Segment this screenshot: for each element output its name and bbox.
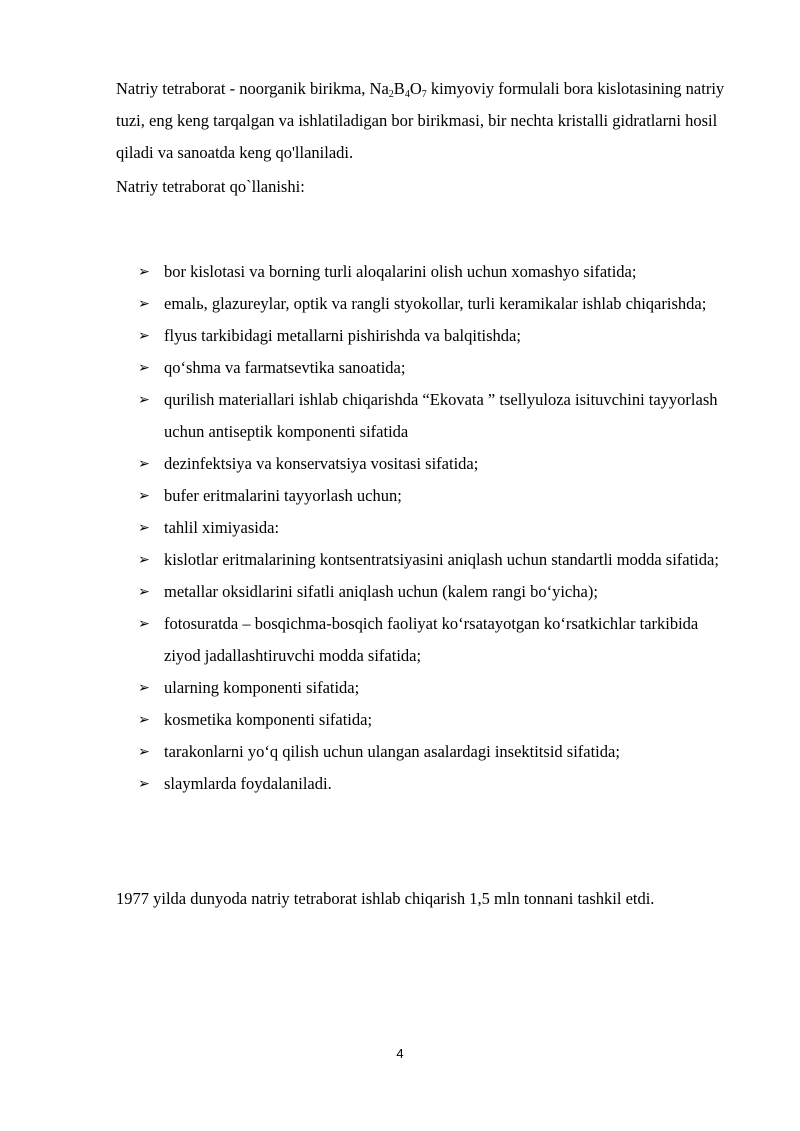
arrow-bullet-icon: ➢ [138, 712, 150, 728]
list-item [138, 768, 738, 800]
arrow-bullet-icon: ➢ [138, 552, 150, 568]
list-item [138, 480, 738, 512]
list-item-text: ularning komponenti sifatida; [164, 678, 360, 697]
formula-na-subscript: 2 [388, 89, 394, 100]
arrow-bullet-icon: ➢ [138, 488, 150, 504]
list-item [138, 352, 738, 384]
arrow-bullet-icon: ➢ [138, 328, 150, 344]
list-item-text: kislotlar eritmalarining kontsentratsiyasini aniqlash uchun standartli modda sifatida; [164, 550, 719, 569]
arrow-bullet-icon: ➢ [138, 520, 150, 536]
arrow-bullet-icon: ➢ [138, 776, 150, 792]
uses-list [138, 256, 738, 800]
list-item [138, 736, 738, 768]
list-item-text: fotosuratda – bosqichma-bosqich faoliyat ko‘rsatayotgan ko‘rsatkichlar tarkibida ziyod jadallashtiruvchi modda sifatida; [164, 614, 699, 665]
list-item-text: flyus tarkibidagi metallarni pishirishda va balqitishda; [164, 326, 521, 345]
list-item [138, 512, 738, 544]
formula-b: B [393, 79, 405, 98]
arrow-bullet-icon: ➢ [138, 680, 150, 696]
list-item-text: qurilish materiallari ishlab chiqarishda “Ekovata ” tsellyuloza isituvchini tayyorlash uchun antiseptik komponenti sifatida [164, 390, 718, 441]
list-item-text: metallar oksidlarini sifatli aniqlash uchun (kalem rangi bo‘yicha); [164, 582, 598, 601]
list-item-text: tarakonlarni yo‘q qilish uchun ulangan asalardagi insektitsid sifatida; [164, 742, 620, 761]
formula-o: O [409, 79, 422, 98]
intro-text-after: kimyoviy formulali bora kislotasining natriy tuzi, eng keng tarqalgan va ishlatiladigan bor birikmasi, bir nechta kristalli gidratlarni hosil qiladi va sanoatda keng qo'llaniladi. [116, 79, 725, 162]
uses-heading: Natriy tetraborat qo`llanishi: [116, 177, 305, 196]
page-number: 4 [396, 1046, 404, 1061]
list-item-text: emalь, glazureylar, optik va rangli styokollar, turli keramikalar ishlab chiqarishda; [164, 294, 707, 313]
list-item-text: kosmetika komponenti sifatida; [164, 710, 373, 729]
closing-paragraph: 1977 yilda dunyoda natriy tetraborat ishlab chiqarish 1,5 mln tonnani tashkil etdi. [116, 889, 655, 908]
list-item [138, 704, 738, 736]
list-item [138, 608, 738, 672]
intro-paragraph [116, 73, 736, 169]
list-item-text: bor kislotasi va borning turli aloqalarini olish uchun xomashyo sifatida; [164, 262, 637, 281]
formula-na: Na [369, 79, 389, 98]
intro-text-before: Natriy tetraborat - noorganik birikma, [116, 79, 370, 98]
arrow-bullet-icon: ➢ [138, 360, 150, 376]
list-item [138, 320, 738, 352]
list-item [138, 288, 738, 320]
list-item [138, 576, 738, 608]
list-item-text: qo‘shma va farmatsevtika sanoatida; [164, 358, 406, 377]
arrow-bullet-icon: ➢ [138, 456, 150, 472]
arrow-bullet-icon: ➢ [138, 744, 150, 760]
list-item-text: bufer eritmalarini tayyorlash uchun; [164, 486, 402, 505]
arrow-bullet-icon: ➢ [138, 616, 150, 632]
list-item [138, 544, 738, 576]
list-item [138, 256, 738, 288]
arrow-bullet-icon: ➢ [138, 584, 150, 600]
formula-o-subscript: 7 [421, 89, 427, 100]
list-item-text: tahlil ximiyasida: [164, 518, 280, 537]
arrow-bullet-icon: ➢ [138, 296, 150, 312]
formula-b-subscript: 4 [404, 89, 410, 100]
list-item-text: slaymlarda foydalaniladi. [164, 774, 332, 793]
list-item [138, 448, 738, 480]
arrow-bullet-icon: ➢ [138, 392, 150, 408]
chemical-formula [370, 79, 427, 98]
arrow-bullet-icon: ➢ [138, 264, 150, 280]
list-item [138, 384, 738, 448]
list-item-text: dezinfektsiya va konservatsiya vositasi sifatida; [164, 454, 479, 473]
list-item [138, 672, 738, 704]
